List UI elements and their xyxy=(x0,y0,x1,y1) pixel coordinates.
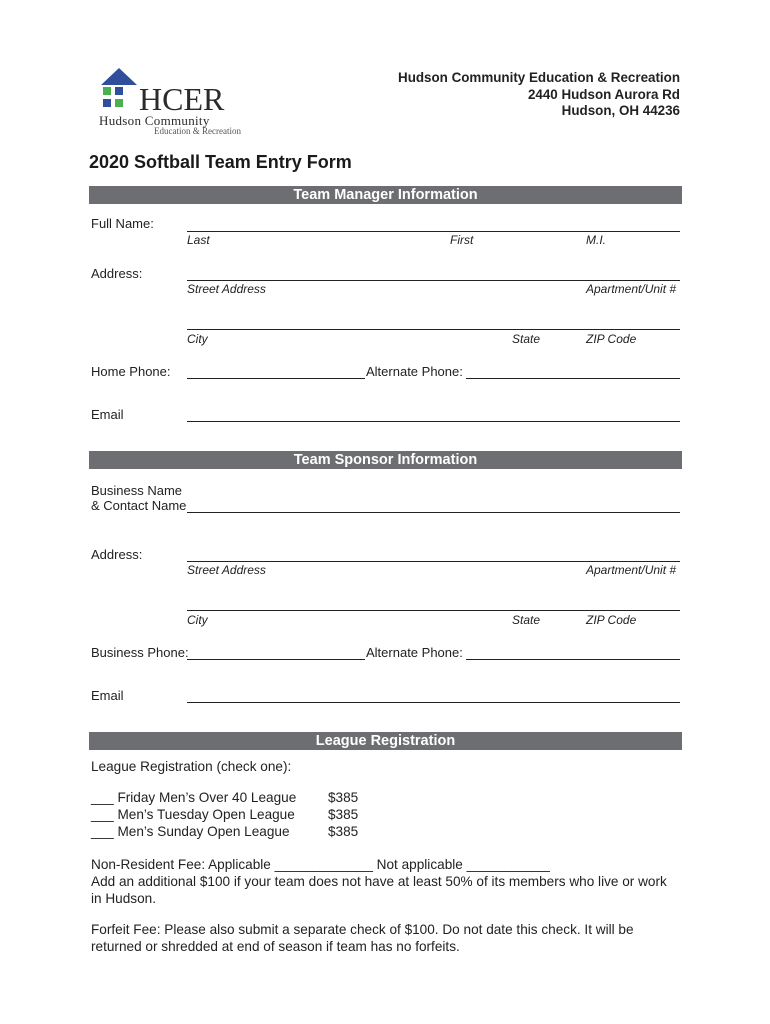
forfeit-fee-line2: returned or shredded at end of season if team has no forfeits. xyxy=(91,939,460,954)
org-street: 2440 Hudson Aurora Rd xyxy=(527,86,680,102)
logo-window-icon xyxy=(115,99,123,107)
logo-window-icon xyxy=(103,87,111,95)
logo-tagline: Education & Recreation xyxy=(154,126,241,136)
alternate-phone-field[interactable] xyxy=(466,378,680,379)
section-header-manager: Team Manager Information xyxy=(89,186,682,204)
sponsor-address-label: Address: xyxy=(91,547,143,562)
sponsor-zip-caption: ZIP Code xyxy=(586,613,637,627)
non-resident-note-line2: in Hudson. xyxy=(91,891,156,906)
business-name-field[interactable] xyxy=(187,512,680,513)
alternate-phone-label: Alternate Phone: xyxy=(366,364,463,379)
sponsor-alternate-phone-label: Alternate Phone: xyxy=(366,645,463,660)
city-state-zip-field[interactable] xyxy=(187,329,680,330)
full-name-label: Full Name: xyxy=(91,216,154,231)
zip-caption: ZIP Code xyxy=(586,332,637,346)
org-name: Hudson Community Education & Recreation xyxy=(398,70,680,85)
email-label: Email xyxy=(91,407,124,422)
business-name-label xyxy=(91,483,186,513)
business-name-label-line2: & Contact Name xyxy=(91,498,187,513)
home-phone-label: Home Phone: xyxy=(91,364,171,379)
middle-initial-caption: M.I. xyxy=(586,233,606,247)
apartment-caption: Apartment/Unit # xyxy=(586,282,677,296)
league-intro: League Registration (check one): xyxy=(91,759,292,774)
last-name-caption: Last xyxy=(187,233,210,247)
league-option-price: $385 xyxy=(328,824,359,839)
league-option-label: ___ Men’s Tuesday Open League xyxy=(91,807,295,822)
sponsor-email-field[interactable] xyxy=(187,702,680,703)
home-phone-field[interactable] xyxy=(187,378,365,379)
non-resident-fee-line[interactable]: Non-Resident Fee: Applicable _____________ Not applicable ___________ xyxy=(91,857,550,872)
business-phone-field[interactable] xyxy=(187,659,365,660)
org-address xyxy=(398,70,680,120)
forfeit-fee-note xyxy=(91,921,691,955)
sponsor-email-label: Email xyxy=(91,688,124,703)
sponsor-state-caption: State xyxy=(512,613,541,627)
first-name-caption: First xyxy=(450,233,474,247)
league-option[interactable] xyxy=(91,823,290,840)
street-address-caption: Street Address xyxy=(187,282,266,296)
full-name-field[interactable] xyxy=(187,231,680,232)
sponsor-street-caption: Street Address xyxy=(187,563,266,577)
sponsor-city-caption: City xyxy=(187,613,208,627)
email-field[interactable] xyxy=(187,421,680,422)
section-header-league: League Registration xyxy=(89,732,682,750)
sponsor-alternate-phone-field[interactable] xyxy=(466,659,680,660)
league-option-price: $385 xyxy=(328,790,359,805)
logo-abbreviation: HCER xyxy=(139,81,225,117)
page-title: 2020 Softball Team Entry Form xyxy=(89,152,352,172)
league-option[interactable] xyxy=(91,806,295,823)
league-option[interactable] xyxy=(91,789,296,806)
business-name-label-line1: Business Name xyxy=(91,483,183,498)
sponsor-apartment-caption: Apartment/Unit # xyxy=(586,563,677,577)
street-address-field[interactable] xyxy=(187,280,680,281)
sponsor-street-field[interactable] xyxy=(187,561,680,562)
business-phone-label: Business Phone: xyxy=(91,645,189,660)
city-caption: City xyxy=(187,332,208,346)
league-option-label: ___ Men’s Sunday Open League xyxy=(91,824,290,839)
sponsor-city-state-zip-field[interactable] xyxy=(187,610,680,611)
section-header-sponsor: Team Sponsor Information xyxy=(89,451,682,469)
non-resident-note-line1: Add an additional $100 if your team does not have at least 50% of its members who live or work xyxy=(91,874,667,889)
league-option-label: ___ Friday Men’s Over 40 League xyxy=(91,790,297,805)
non-resident-note xyxy=(91,873,691,907)
state-caption: State xyxy=(512,332,541,346)
house-roof-icon xyxy=(101,68,137,85)
forfeit-fee-line1: Forfeit Fee: Please also submit a separate check of $100. Do not date this check. It will be xyxy=(91,922,634,937)
org-city: Hudson, OH 44236 xyxy=(561,103,680,118)
logo-window-icon xyxy=(103,99,111,107)
address-label: Address: xyxy=(91,266,143,281)
logo-name: Hudson Community xyxy=(99,113,210,128)
logo-window-icon xyxy=(115,87,123,95)
league-option-price: $385 xyxy=(328,807,359,822)
